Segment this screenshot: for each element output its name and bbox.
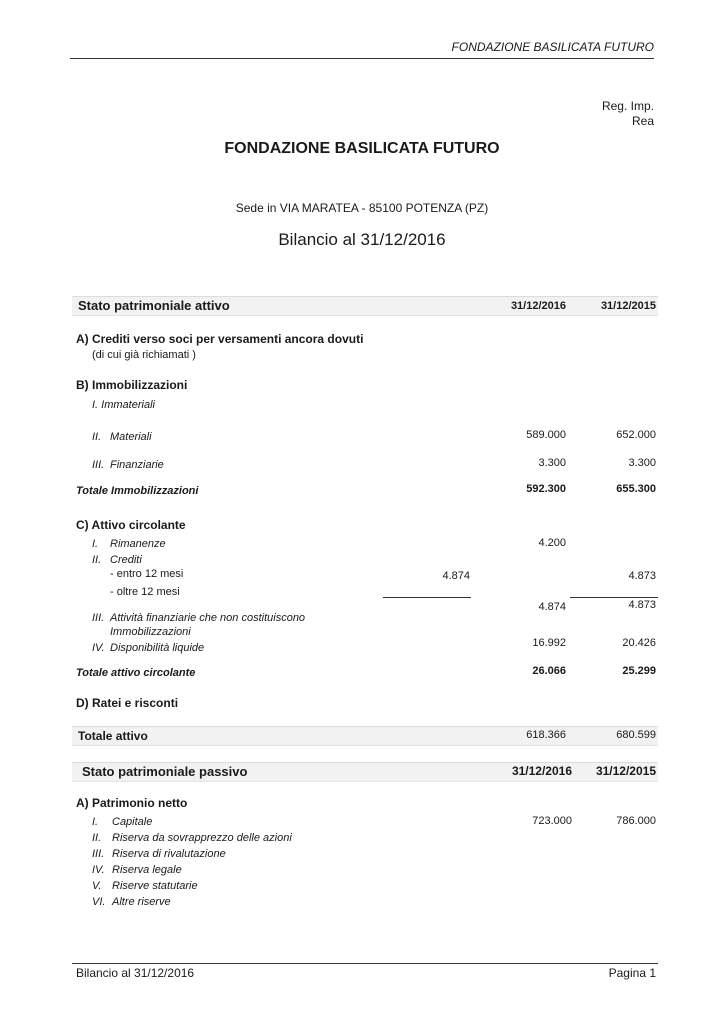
c2-total-2016: 4.874 — [538, 601, 566, 613]
pn-label: Altre riserve — [112, 896, 171, 908]
b2-label: Materiali — [110, 431, 152, 443]
passivo-col-2016: 31/12/2016 — [511, 764, 572, 778]
b-total-2015: 655.300 — [616, 483, 656, 495]
c4-2016: 16.992 — [532, 637, 566, 649]
c2-total-2015: 4.873 — [628, 599, 656, 611]
b3-2015: 3.300 — [628, 457, 656, 469]
c-total-2015: 25.299 — [622, 665, 656, 677]
c1-label: Rimanenze — [110, 538, 166, 550]
attivo-heading: Stato patrimoniale attivo — [78, 298, 230, 313]
b2-2015: 652.000 — [616, 429, 656, 441]
c2-entro-value: 4.874 — [442, 570, 470, 582]
c4-label: Disponibilità liquide — [110, 642, 205, 654]
passivo-col-2015: 31/12/2015 — [595, 764, 656, 778]
section-a-title: A) Crediti verso soci per versamenti ancora dovuti — [76, 332, 364, 346]
c2-entro-2015: 4.873 — [628, 570, 656, 582]
c-total-2016: 26.066 — [532, 665, 566, 677]
pn-label: Riserva di rivalutazione — [112, 848, 226, 860]
balance-title: Bilancio al 31/12/2016 — [278, 230, 446, 249]
c3-label-2: Immobilizzazioni — [110, 626, 191, 638]
section-d-title: D) Ratei e risconti — [76, 696, 179, 710]
section-b-title: B) Immobilizzazioni — [76, 378, 188, 392]
c4-num: IV. — [92, 642, 105, 654]
c4-2015: 20.426 — [622, 637, 656, 649]
footer-page-number: Pagina 1 — [608, 966, 656, 980]
pn-label: Riserva da sovrapprezzo delle azioni — [112, 832, 292, 844]
totale-attivo-label: Totale attivo — [78, 729, 148, 743]
b1-label: I. Immateriali — [92, 399, 155, 411]
passivo-a-title: A) Patrimonio netto — [76, 796, 188, 810]
pn-2015: 786.000 — [616, 815, 656, 827]
c3-label-1: Attività finanziarie che non costituiscono — [110, 612, 306, 624]
address: Sede in VIA MARATEA - 85100 POTENZA (PZ) — [235, 201, 489, 215]
b2-2016: 589.000 — [526, 429, 566, 441]
passivo-heading: Stato patrimoniale passivo — [82, 764, 248, 779]
pn-num: I. — [92, 816, 99, 828]
c3-num: III. — [92, 612, 105, 624]
pn-num: IV. — [92, 864, 105, 876]
c2-oltre-label: - oltre 12 mesi — [110, 586, 180, 598]
pn-label: Riserva legale — [112, 864, 182, 876]
reg-imp-label: Reg. Imp. — [601, 99, 654, 113]
c1-num: I. — [92, 538, 99, 550]
document-title: FONDAZIONE BASILICATA FUTURO — [224, 140, 500, 157]
running-header: FONDAZIONE BASILICATA FUTURO — [451, 40, 654, 54]
c-total-label: Totale attivo circolante — [76, 667, 196, 679]
pn-num: VI. — [92, 896, 106, 908]
c1-2016: 4.200 — [538, 537, 566, 549]
totale-attivo-band — [72, 726, 658, 746]
pn-label: Capitale — [112, 816, 153, 828]
totale-attivo-2016: 618.366 — [526, 729, 566, 741]
c2-num: II. — [92, 554, 102, 566]
b3-num: III. — [92, 459, 105, 471]
b3-2016: 3.300 — [538, 457, 566, 469]
pn-num: III. — [92, 848, 105, 860]
totale-attivo-2015: 680.599 — [616, 729, 656, 741]
c2-subtotal-rule-left — [383, 597, 471, 598]
footer-rule — [72, 963, 658, 964]
section-c-title: C) Attivo circolante — [76, 518, 186, 532]
section-a-subtitle: (di cui già richiamati ) — [92, 349, 196, 361]
b-total-label: Totale Immobilizzazioni — [76, 485, 199, 497]
pn-num: II. — [92, 832, 102, 844]
b2-num: II. — [92, 431, 102, 443]
pn-2016: 723.000 — [532, 815, 572, 827]
b-total-2016: 592.300 — [526, 483, 566, 495]
header-rule — [70, 58, 654, 59]
pn-label: Riserve statutarie — [112, 880, 198, 892]
c2-label: Crediti — [110, 554, 142, 566]
rea-label: Rea — [631, 114, 654, 128]
attivo-col-2015: 31/12/2015 — [600, 300, 656, 312]
b3-label: Finanziarie — [110, 459, 164, 471]
footer-left: Bilancio al 31/12/2016 — [76, 966, 195, 980]
pn-num: V. — [92, 880, 102, 892]
c2-entro-label: - entro 12 mesi — [110, 568, 184, 580]
c2-subtotal-rule-right — [570, 597, 658, 598]
attivo-col-2016: 31/12/2016 — [510, 300, 566, 312]
